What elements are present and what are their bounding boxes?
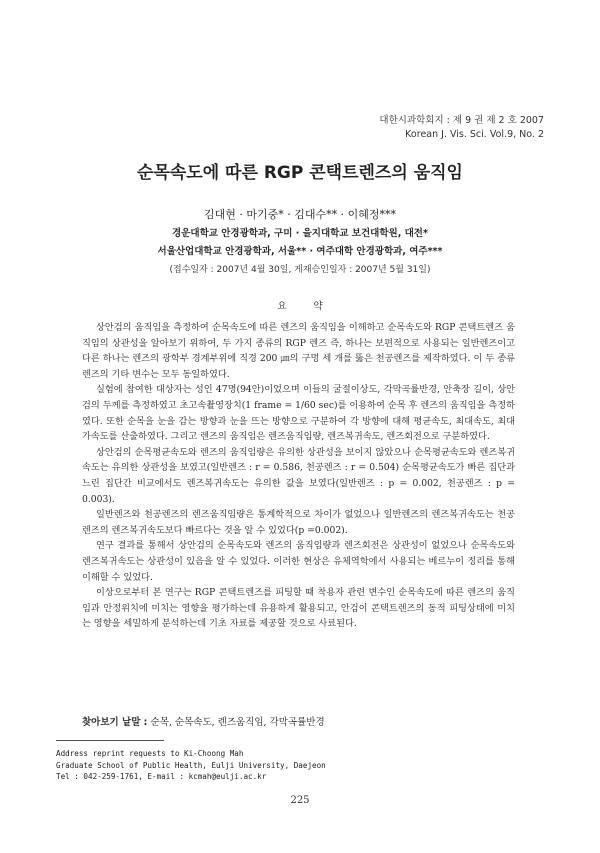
abstract-paragraph: 연구 결과를 통해서 상안검의 순목속도와 렌즈의 움직임량과 렌즈회전은 상관성이 없었으나 순목속도와 렌즈복귀속도는 상관성이 있음을 알 수 있었다. 이러한 현상은 유체역학에서 사용되는 베르누이 정리를 통해 이해할 수 있었다.: [82, 540, 515, 583]
page-number: 225: [290, 795, 310, 806]
abstract-paragraph: 일반렌즈와 천공렌즈의 렌즈움직임량은 통계학적으로 차이가 없었으나 일반렌즈의 렌즈복귀속도는 천공렌즈의 렌즈복귀속도보다 빠르다는 것을 알 수 있었다(p =0.002).: [82, 509, 515, 536]
author-list: 김대현 · 마기중* · 김대수** · 이혜정***: [204, 208, 396, 221]
footnote-divider: [56, 740, 164, 741]
affiliation-line-1: 경운대학교 안경광학과, 구미 · 을지대학교 보건대학원, 대전*: [172, 228, 428, 239]
correspondence-footnote: [56, 748, 326, 783]
keywords: [82, 714, 515, 728]
submission-dates: (접수일자 : 2007년 4월 30일, 게재승인일자 : 2007년 5월 31일): [169, 265, 431, 275]
keywords-text: 순목, 순목속도, 렌즈움직임, 각막곡률반경: [150, 717, 325, 728]
affiliation-line-2: 서울산업대학교 안경광학과, 서울** · 여주대학 안경광학과, 여주***: [157, 246, 443, 257]
abstract-paragraph: 상안검의 순목평균속도와 렌즈의 움직임량은 유의한 상관성을 보이지 않았으나 순목평균속도와 렌즈복귀속도는 유의한 상관성을 보였고(일반렌즈 : r = 0.586, 천공렌즈 : r = 0.504) 순목평균속도가 빠른 집단과 느린 집단간 비교에서도 렌즈복귀속도는 유의한 값을 보였다(일반렌즈 : p = 0.002, 천공렌즈 : p = 0.003).: [82, 446, 515, 505]
footnote-line: Address reprint requests to Ki-Choong Mah: [56, 749, 244, 758]
abstract-paragraph: 상안검의 움직임을 측정하여 순목속도에 따른 렌즈의 움직임을 이해하고 순목속도와 RGP 콘택트렌즈 움직임의 상관성을 알아보기 위하여, 두 가지 종류의 RGP 렌즈 즉, 하나는 보편적으로 사용되는 일반렌즈이고 다른 하나는 렌즈의 광학부 경계부위에 직경 200 ㎛의 구멍 세 개를 뚫은 천공렌즈를 제작하였다. 이 두 종류 렌즈의 기타 변수는 모두 동일하였다.: [82, 322, 515, 380]
journal-citation-english: Korean J. Vis. Sci. Vol.9, No. 2: [405, 129, 544, 140]
footnote-line: Graduate School of Public Health, Eulji University, Daejeon: [56, 760, 326, 770]
keywords-label: 찾아보기 낱말 :: [82, 717, 148, 728]
journal-citation-korean: 대한시과학회지 : 제 9 권 제 2 호 2007: [379, 115, 544, 126]
journal-citation: [379, 114, 544, 142]
footnote-line: Tel : 042-259-1761, E-mail : kcmah@eulji.ac.kr: [56, 772, 267, 781]
paper-title: 순목속도에 따른 RGP 콘택트렌즈의 움직임: [137, 163, 463, 183]
abstract-heading: 요 약: [277, 301, 335, 312]
abstract-body: [82, 320, 515, 632]
abstract-paragraph: 실험에 참여한 대상자는 성인 47명(94안)이었으며 이들의 굴절이상도, 각막곡률반경, 안축장 길이, 상안검의 두께를 측정하였고 초고속촬영장치(1 frame = 1/60 sec)를 이용하여 순목 후 렌즈의 움직임을 측정하였다. 또한 순목을 눈을 감는 방향과 눈을 뜨는 방향으로 구분하여 각 방향에 대해 평균속도, 최대속도, 최대가속도를 산출하였다. 그리고 렌즈의 움직임은 렌즈움직임량, 렌즈복귀속도, 렌즈회전으로 구분하였다.: [82, 384, 515, 443]
abstract-paragraph: 이상으로부터 본 연구는 RGP 콘택트렌즈를 피팅할 때 착용자 관련 변수인 순목속도에 따른 렌즈의 움직임과 안정위치에 미치는 영향을 평가하는데 유용하게 활용되고, 안검이 콘택트렌즈의 동적 피팅상태에 미치는 영향을 세밀하게 분석하는데 기초 자료를 제공할 것으로 사료된다.: [82, 587, 515, 630]
